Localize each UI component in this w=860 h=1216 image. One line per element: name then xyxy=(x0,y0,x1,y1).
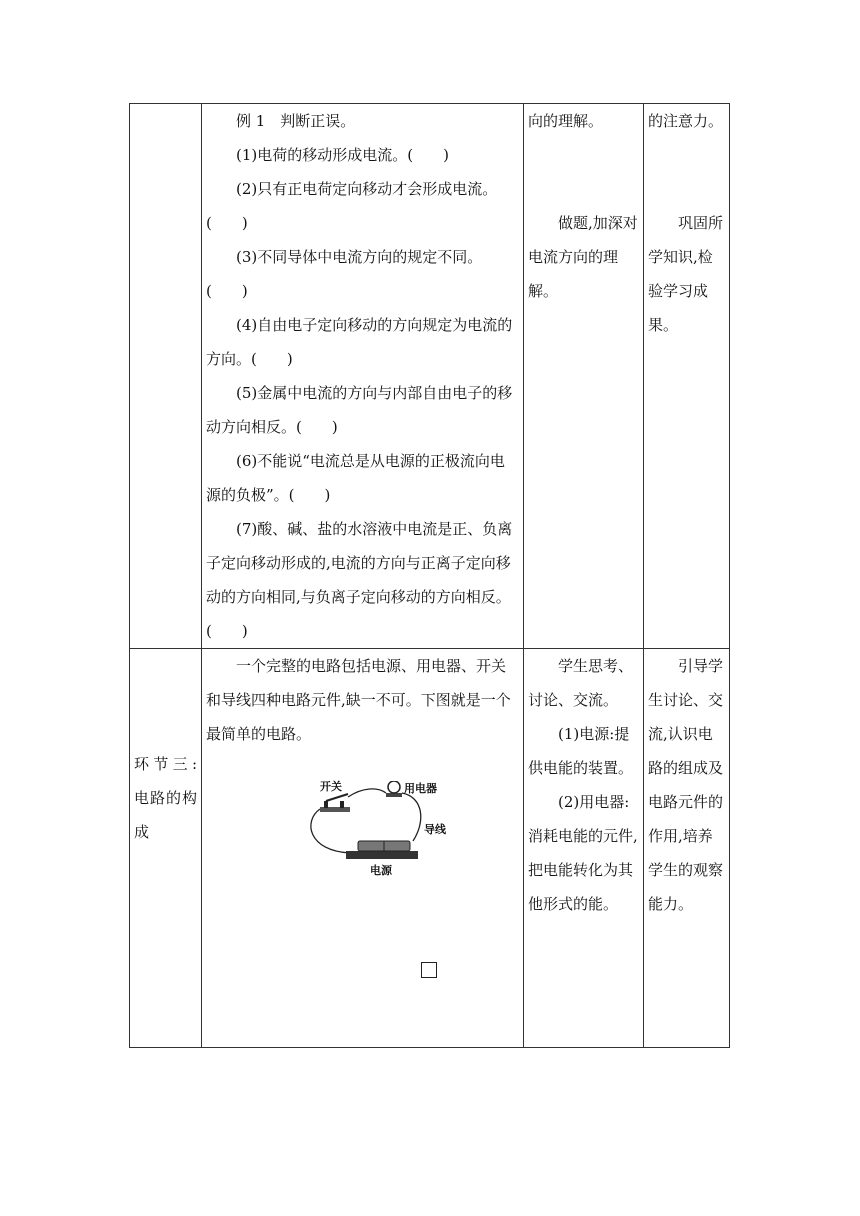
student-activity-2: (1)电源:提供电能的装置。 xyxy=(528,725,634,777)
design-purpose-cell xyxy=(644,649,730,1048)
lesson-table xyxy=(129,103,730,1048)
checkbox-square-mark xyxy=(421,962,437,978)
design-purpose-cell xyxy=(644,104,730,649)
example-item-5: (5)金属中电流的方向与内部自由电子的移动方向相反。( ) xyxy=(206,384,513,436)
battery-base xyxy=(346,851,418,859)
example-item-3: (3)不同导体中电流方向的规定不同。( ) xyxy=(206,248,483,300)
design-purpose-text: 引导学生讨论、交流,认识电路的组成及电路元件的作用,培养学生的观察能力。 xyxy=(648,657,724,913)
example-item-2: (2)只有正电荷定向移动才会形成电流。( ) xyxy=(206,180,498,232)
example-item-6: (6)不能说“电流总是从电源的正极流向电源的负极”。( ) xyxy=(206,452,505,504)
student-activity-cell xyxy=(524,104,644,649)
student-activity-text: 做题,加深对电流方向的理解。 xyxy=(528,214,638,300)
example-title: 例 1 判断正误。 xyxy=(236,112,356,130)
table-row xyxy=(130,104,730,649)
design-purpose-text: 巩固所学知识,检验学习成果。 xyxy=(648,214,724,334)
wire-top xyxy=(348,789,386,797)
student-activity-top: 向的理解。 xyxy=(528,112,604,130)
table-row xyxy=(130,649,730,1048)
stage-label: 环节三:电路的构成 xyxy=(134,755,197,841)
student-activity-3: (2)用电器:消耗电能的元件,把电能转化为其他形式的能。 xyxy=(528,793,638,913)
stage-cell xyxy=(130,649,202,1048)
stage-cell-empty xyxy=(130,104,202,649)
student-activity-cell xyxy=(524,649,644,1048)
design-purpose-top: 的注意力。 xyxy=(648,112,724,130)
content-cell xyxy=(202,104,524,649)
switch-post xyxy=(324,801,328,808)
circuit-figure xyxy=(298,781,468,881)
student-activity-1: 学生思考、讨论、交流。 xyxy=(528,657,634,709)
switch-post xyxy=(340,801,344,808)
label-power: 电源 xyxy=(370,864,392,877)
label-wire: 导线 xyxy=(424,823,446,836)
example-item-4: (4)自由电子定向移动的方向规定为电流的方向。( ) xyxy=(206,316,513,368)
label-switch: 开关 xyxy=(320,780,342,793)
wire-right xyxy=(402,793,421,841)
content-cell xyxy=(202,649,524,1048)
example-item-7: (7)酸、碱、盐的水溶液中电流是正、负离子定向移动形成的,电流的方向与正离子定向移动的方向相同,与负离子定向移动的方向相反。( ) xyxy=(206,520,513,640)
switch-lever xyxy=(326,794,348,801)
label-appliance: 用电器 xyxy=(404,782,437,795)
example-item-1: (1)电荷的移动形成电流。( ) xyxy=(236,146,449,164)
wire-left xyxy=(311,809,350,853)
circuit-description: 一个完整的电路包括电源、用电器、开关和导线四种电路元件,缺一不可。下图就是一个最简单的电路。 xyxy=(206,657,511,743)
lamp-bulb xyxy=(388,781,400,793)
